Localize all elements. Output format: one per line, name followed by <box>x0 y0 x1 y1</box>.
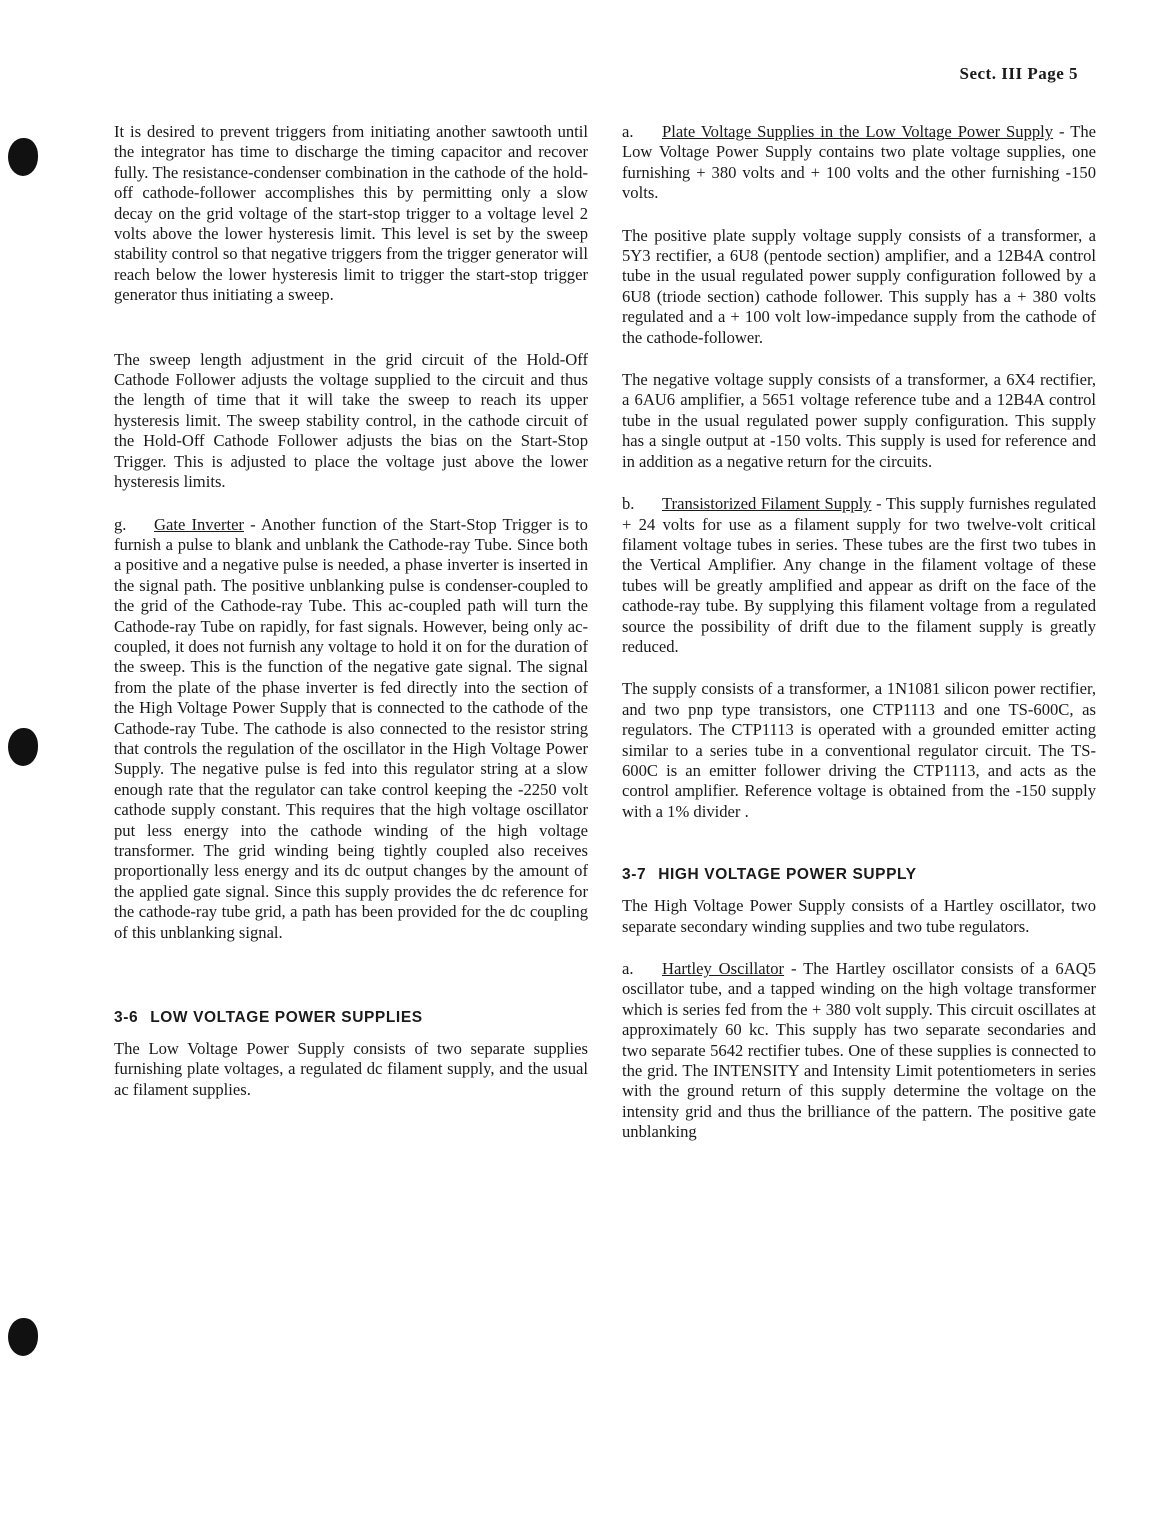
item-body: Another function of the Start-Stop Trigger is to furnish a pulse to blank and unblank the Cathode-ray Tube. Since both a positive and a negative pulse is needed, a phase inverter is inserted in the signal path. The positive unblanking pulse is condenser-coupled to the grid of the Cathode-ray Tube. This ac-coupled path will turn the Cathode-ray Tube on rapidly, for fast signals. However, being only ac-coupled, it does not furnish any voltage to hold it on for the duration of the sweep. This is the function of the negative gate signal. The signal from the plate of the phase inverter is fed directly into the section of the High Voltage Power Supply that is connected to the cathode of the Cathode-ray Tube. The cathode is also connected to the resistor string that controls the regulation of the oscillator in the High Voltage Power Supply. The negative pulse is fed into this regulator string at a slow enough rate that the regulator can take control keeping the -2250 volt cathode supply constant. This requires that the high voltage oscillator put less energy into the cathode winding of the high voltage transformer. The grid winding being tightly coupled also receives proportionally less energy and its dc output changes by the amount of the applied gate signal. Since this supply provides the dc reference for the cathode-ray tube grid, a path has been provided for the dc coupling of this unblanking signal. <box>114 514 588 942</box>
item-label: g. <box>114 514 127 534</box>
item-filament-supply <box>622 494 1096 657</box>
section-heading-3-7 <box>622 866 1096 884</box>
item-body: The Hartley oscillator consists of a 6AQ5 oscillator tube, and a tapped winding on the high voltage transformer which is series fed from the + 380 volt supply. This circuit oscillates at approximately 60 kc. This supply has two separate secondaries and two separate 5642 rectifier tubes. One of these supplies is connected to the grid. The INTENSITY and Intensity Limit potentiometers in series with the ground return of this supply determine the voltage on the intensity grid and thus the brilliance of the pattern. The positive gate unblanking <box>622 959 1096 1142</box>
item-hartley-oscillator <box>622 959 1096 1143</box>
paragraph-sweep-length: The sweep length adjustment in the grid circuit of the Hold-Off Cathode Follower adjusts the voltage supplied to the circuit and thus the length of time that it will take the sweep to reach its upper hysteresis limit. The sweep stability control, in the cathode circuit of the Hold-Off Cathode Follower adjusts the bias on the Start-Stop Trigger. This is adjusted to place the voltage just above the lower hysteresis limits. <box>114 349 588 492</box>
item-label: a. <box>622 959 634 978</box>
paragraph-holdoff: It is desired to prevent triggers from initiating another sawtooth until the integrator has time to discharge the timing capacitor and recover fully. The resistance-condenser combination in the cathode of the hold-off cathode-follower accomplishes this by permitting only a slow decay on the grid voltage of the start-stop trigger to a voltage level 2 volts above the lower hysteresis limit. This level is set by the sweep stability control so that negative triggers from the trigger generator will reach below the lower hysteresis limit to trigger the start-stop trigger generator thus initiating a sweep. <box>114 122 588 305</box>
binder-hole-middle <box>8 728 38 766</box>
item-title: Gate Inverter <box>154 514 244 534</box>
page-header: Sect. III Page 5 <box>959 64 1078 83</box>
section-title: LOW VOLTAGE POWER SUPPLIES <box>150 1009 423 1027</box>
section-number: 3-7 <box>622 866 647 884</box>
paragraph-low-voltage: The Low Voltage Power Supply consists of two separate supplies furnishing plate voltages, a regulated dc filament supply, and the usual ac filament supplies. <box>114 1039 588 1099</box>
binder-hole-bottom <box>8 1318 38 1356</box>
item-dash: - <box>784 959 804 978</box>
right-column <box>622 122 1096 1165</box>
section-number: 3-6 <box>114 1009 139 1027</box>
item-title: Plate Voltage Supplies in the Low Voltage Power Supply <box>662 122 1054 141</box>
paragraph-high-voltage: The High Voltage Power Supply consists of a Hartley oscillator, two separate secondary winding supplies and two tube regulators. <box>622 896 1096 936</box>
section-title: HIGH VOLTAGE POWER SUPPLY <box>658 866 917 884</box>
binder-hole-top <box>8 138 38 176</box>
item-plate-voltage <box>622 122 1096 204</box>
item-gate-inverter <box>114 515 588 944</box>
item-dash: - <box>871 494 886 514</box>
left-column <box>114 122 588 1122</box>
item-label: a. <box>622 122 634 141</box>
section-heading-3-6 <box>114 1009 588 1027</box>
item-label: b. <box>622 494 635 514</box>
paragraph-negative-supply: The negative voltage supply consists of a transformer, a 6X4 rectifier, a 6AU6 amplifier, a 5651 voltage reference tube and a 12B4A control tube in the usual regulated power supply configuration. This supply has a single output at -150 volts. This supply is used for reference and in addition as a negative return for the circuits. <box>622 370 1096 471</box>
item-body: The Low Voltage Power Supply contains two plate voltage supplies, one furnishing + 380 volts and + 100 volts and the other furnishing -150 volts. <box>622 122 1096 203</box>
paragraph-positive-supply: The positive plate supply voltage supply consists of a transformer, a 5Y3 rectifier, a 6U8 (pentode section) amplifier, and a 12B4A control tube in the usual regulated power supply configuration followed by a 6U8 (triode section) cathode follower. This supply has a + 380 volts regulated and a + 100 volt low-impedance supply from the cathode of the cathode-follower. <box>622 225 1096 347</box>
item-title: Transistorized Filament Supply <box>662 494 872 514</box>
item-dash: - <box>244 514 261 534</box>
paragraph-supply-consists: The supply consists of a transformer, a 1N1081 silicon power rectifier, and two pnp type transistors, one CTP1113 and one TS-600C, as regulators. The CTP1113 is operated with a grounded emitter acting similar to a series tube in a conventional regulator circuit. The TS-600C is an emitter follower driving the CTP1113, and acts as the control amplifier. Reference voltage is obtained from the -150 supply with a 1% divider . <box>622 679 1096 821</box>
item-body: This supply furnishes regulated + 24 volts for use as a filament supply for two twelve-volt critical filament voltage tubes in series. These tubes are the first two tubes in the Vertical Amplifier. Any change in the filament voltage of these tubes will be greatly amplified and appear as drift on the face of the cathode-ray tube. By supplying this filament voltage from a regulated source the possibility of drift due to the filament supply is greatly reduced. <box>622 494 1096 656</box>
item-dash: - <box>1053 122 1071 141</box>
item-title: Hartley Oscillator <box>662 959 785 978</box>
